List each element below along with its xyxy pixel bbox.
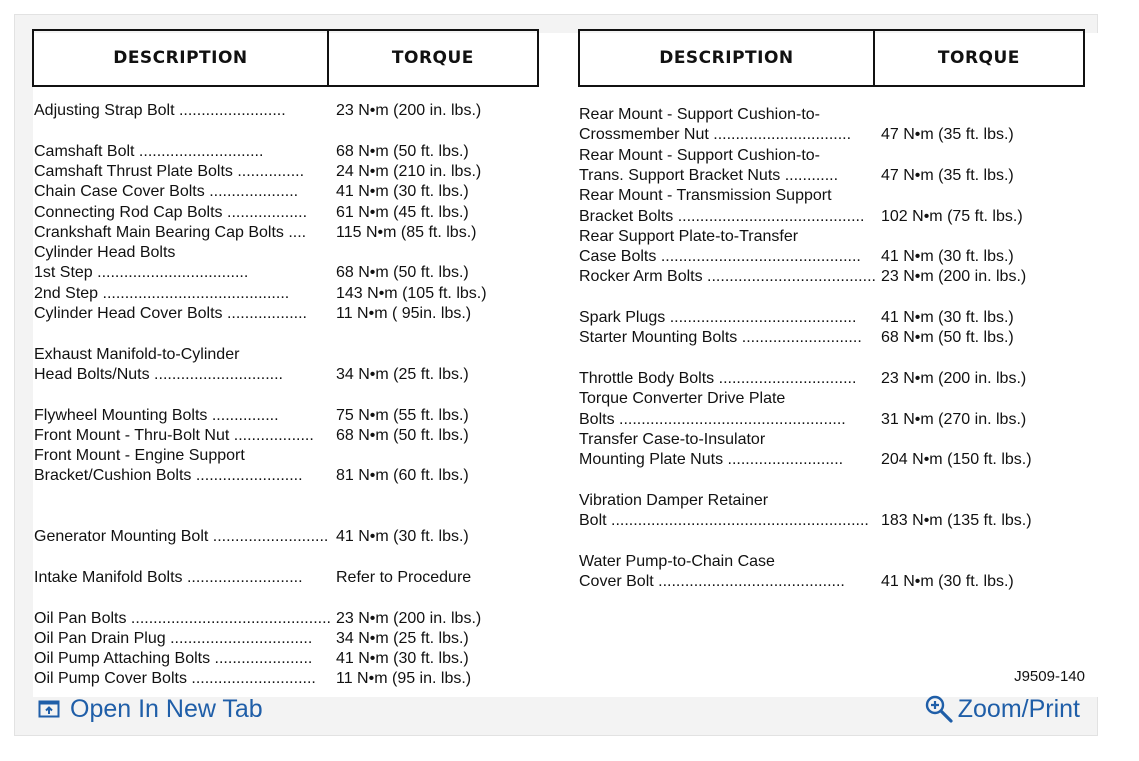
torque-row	[34, 385, 336, 405]
torque-row	[34, 507, 336, 527]
torque-row	[579, 308, 1014, 328]
torque-value: Refer to Procedure	[336, 568, 472, 586]
torque-row	[34, 101, 481, 121]
torque-row	[579, 105, 881, 125]
torque-row	[579, 328, 1014, 348]
torque-value: 41 N•m (30 ft. lbs.)	[881, 248, 1014, 266]
torque-value: 41 N•m (30 ft. lbs.)	[881, 309, 1014, 326]
torque-row	[34, 487, 336, 507]
torque-description: 2nd Step ..........................................	[34, 284, 290, 302]
torque-description: Mounting Plate Nuts ..........................	[579, 451, 844, 469]
torque-row	[34, 609, 481, 629]
open-in-new-tab-link[interactable]	[38, 695, 263, 724]
torque-value: 23 N•m (200 in. lbs.)	[336, 609, 482, 627]
torque-description: Head Bolts/Nuts .............................	[34, 365, 283, 383]
torque-description: Camshaft Bolt ............................	[34, 142, 264, 160]
torque-row	[34, 466, 469, 486]
image-action-bar	[14, 684, 1098, 734]
torque-value: 41 N•m (30 ft. lbs.)	[336, 650, 469, 668]
torque-description: Camshaft Thrust Plate Bolts ...............	[34, 162, 305, 180]
torque-row	[579, 572, 1014, 592]
torque-row	[34, 121, 336, 141]
torque-row	[34, 345, 336, 365]
torque-row	[34, 162, 481, 182]
torque-row	[579, 369, 1026, 389]
torque-description	[34, 385, 336, 405]
torque-description	[34, 548, 336, 568]
torque-description: Bolts ...................................................	[579, 410, 846, 428]
torque-description: Trans. Support Bracket Nuts ............	[579, 166, 839, 184]
torque-row	[579, 207, 1023, 227]
torque-row	[34, 263, 469, 283]
torque-row	[579, 146, 881, 166]
torque-description: Water Pump-to-Chain Case	[579, 552, 775, 570]
torque-description	[34, 324, 336, 344]
torque-row	[34, 568, 471, 588]
torque-row	[579, 288, 881, 308]
torque-description: Bolt ..........................................................	[579, 512, 869, 529]
torque-description: Torque Converter Drive Plate	[579, 390, 786, 408]
torque-row	[34, 203, 469, 223]
torque-row	[34, 304, 471, 324]
right-table-header	[578, 29, 1085, 87]
torque-row	[579, 430, 881, 450]
zoom-print-link[interactable]	[924, 694, 1080, 724]
torque-value: 23 N•m (200 in. lbs.)	[336, 102, 482, 119]
torque-value: 75 N•m (55 ft. lbs.)	[336, 406, 469, 424]
torque-description: 1st Step ..................................	[34, 264, 249, 282]
torque-description: Vibration Damper Retainer	[579, 491, 769, 509]
torque-value: 68 N•m (50 ft. lbs.)	[336, 426, 469, 444]
torque-row	[579, 491, 881, 511]
torque-value: 23 N•m (200 in. lbs.)	[881, 268, 1027, 286]
torque-row	[579, 531, 881, 551]
torque-value: 41 N•m (30 ft. lbs.)	[336, 183, 469, 201]
torque-value: 204 N•m (150 ft. lbs.)	[881, 451, 1032, 469]
torque-row	[34, 284, 487, 304]
torque-row	[579, 267, 1026, 287]
torque-description	[579, 531, 881, 551]
torque-description: Rear Mount - Transmission Support	[579, 187, 832, 205]
torque-row	[34, 324, 336, 344]
torque-row	[579, 511, 1032, 531]
torque-value: 31 N•m (270 in. lbs.)	[881, 410, 1027, 428]
torque-description: Intake Manifold Bolts ..........................	[34, 568, 303, 586]
zoom-print-label: Zoom/Print	[957, 694, 1080, 723]
left-description-header: DESCRIPTION	[34, 31, 329, 85]
torque-description	[34, 121, 336, 141]
torque-description: Front Mount - Thru-Bolt Nut ..................	[34, 426, 314, 444]
torque-description: Cover Bolt ..........................................	[579, 572, 845, 590]
torque-description: Exhaust Manifold-to-Cylinder	[34, 345, 240, 363]
torque-description: Cylinder Head Cover Bolts ..................	[34, 305, 307, 322]
open-in-new-tab-icon	[38, 699, 60, 719]
torque-description: Spark Plugs ..........................................	[579, 309, 857, 326]
right-description-header: DESCRIPTION	[580, 31, 875, 85]
torque-description: Rear Mount - Support Cushion-to-	[579, 106, 820, 123]
torque-value: 81 N•m (60 ft. lbs.)	[336, 467, 469, 485]
torque-row	[34, 548, 336, 568]
torque-description: Crossmember Nut ...............................	[579, 126, 852, 144]
torque-row	[579, 552, 881, 572]
figure-reference: J9509-140	[1014, 668, 1085, 685]
torque-description: Generator Mounting Bolt ..........................	[34, 528, 329, 546]
torque-row	[34, 588, 336, 608]
torque-value: 47 N•m (35 ft. lbs.)	[881, 166, 1014, 184]
torque-row	[34, 365, 469, 385]
torque-value: 115 N•m (85 ft. lbs.)	[336, 223, 477, 241]
torque-description	[579, 288, 881, 308]
torque-row	[579, 389, 881, 409]
torque-value: 47 N•m (35 ft. lbs.)	[881, 126, 1014, 144]
torque-row	[579, 125, 1014, 145]
torque-value: 23 N•m (200 in. lbs.)	[881, 369, 1027, 387]
torque-description: Oil Pan Drain Plug ................................	[34, 629, 313, 647]
torque-description: Connecting Rod Cap Bolts ..................	[34, 203, 308, 221]
torque-description: Front Mount - Engine Support	[34, 447, 245, 465]
torque-value: 41 N•m (30 ft. lbs.)	[881, 572, 1014, 590]
torque-description: Rear Support Plate-to-Transfer	[579, 227, 799, 245]
left-table-header	[32, 29, 539, 87]
torque-row	[34, 223, 476, 243]
torque-value: 68 N•m (50 ft. lbs.)	[336, 142, 469, 160]
torque-description: Bracket Bolts ..........................................	[579, 207, 865, 225]
torque-row	[34, 446, 336, 466]
torque-description: Rear Mount - Support Cushion-to-	[579, 146, 820, 164]
torque-description	[34, 588, 336, 608]
torque-row	[34, 527, 469, 547]
torque-description: Chain Case Cover Bolts ....................	[34, 183, 299, 201]
open-in-new-tab-label: Open In New Tab	[70, 694, 263, 723]
torque-value: 68 N•m (50 ft. lbs.)	[336, 264, 469, 282]
torque-description: Oil Pump Cover Bolts ............................	[34, 670, 316, 688]
torque-value: 183 N•m (135 ft. lbs.)	[881, 512, 1032, 529]
torque-description: Bracket/Cushion Bolts ........................	[34, 467, 303, 485]
torque-description: Case Bolts .............................................	[579, 248, 861, 266]
torque-value: 34 N•m (25 ft. lbs.)	[336, 365, 469, 383]
torque-description: Rocker Arm Bolts ......................................	[579, 268, 876, 286]
torque-row	[579, 247, 1014, 267]
torque-row	[34, 629, 469, 649]
torque-value: 34 N•m (25 ft. lbs.)	[336, 629, 469, 647]
torque-row	[579, 410, 1026, 430]
torque-value: 102 N•m (75 ft. lbs.)	[881, 207, 1023, 225]
torque-row	[34, 406, 469, 426]
zoom-in-icon	[924, 694, 954, 724]
torque-value: 143 N•m (105 ft. lbs.)	[336, 284, 487, 302]
torque-value: 61 N•m (45 ft. lbs.)	[336, 203, 469, 221]
torque-row	[34, 142, 469, 162]
torque-value: 68 N•m (50 ft. lbs.)	[881, 329, 1014, 347]
left-torque-header: TORQUE	[391, 48, 474, 68]
torque-value: 24 N•m (210 in. lbs.)	[336, 162, 482, 180]
torque-description: Oil Pan Bolts .............................................	[34, 609, 331, 627]
torque-value: 11 N•m (95 in. lbs.)	[336, 670, 472, 688]
torque-row	[34, 243, 336, 263]
torque-value: 11 N•m ( 95in. lbs.)	[336, 305, 472, 322]
torque-row	[579, 186, 881, 206]
torque-row	[579, 166, 1014, 186]
torque-description: Transfer Case-to-Insulator	[579, 430, 766, 448]
torque-spec-sheet	[33, 33, 1105, 697]
torque-description: Adjusting Strap Bolt ........................	[34, 102, 286, 119]
torque-row	[34, 649, 469, 669]
torque-description	[34, 487, 336, 507]
torque-description	[579, 349, 881, 369]
torque-description: Oil Pump Attaching Bolts ......................	[34, 650, 313, 668]
torque-description: Flywheel Mounting Bolts ...............	[34, 406, 279, 424]
torque-row	[34, 426, 469, 446]
torque-value: 41 N•m (30 ft. lbs.)	[336, 528, 469, 546]
torque-row	[579, 227, 881, 247]
image-frame	[14, 14, 1098, 736]
torque-description: Cylinder Head Bolts	[34, 244, 176, 262]
torque-description: Throttle Body Bolts ...............................	[579, 369, 857, 387]
torque-row	[579, 470, 881, 490]
torque-description	[579, 470, 881, 490]
torque-description: Crankshaft Main Bearing Cap Bolts ....	[34, 223, 307, 241]
torque-row	[579, 450, 1032, 470]
torque-description	[34, 507, 336, 527]
torque-row	[34, 182, 469, 202]
torque-row	[579, 349, 881, 369]
right-torque-header: TORQUE	[937, 48, 1020, 68]
torque-description: Starter Mounting Bolts ...........................	[579, 329, 862, 347]
